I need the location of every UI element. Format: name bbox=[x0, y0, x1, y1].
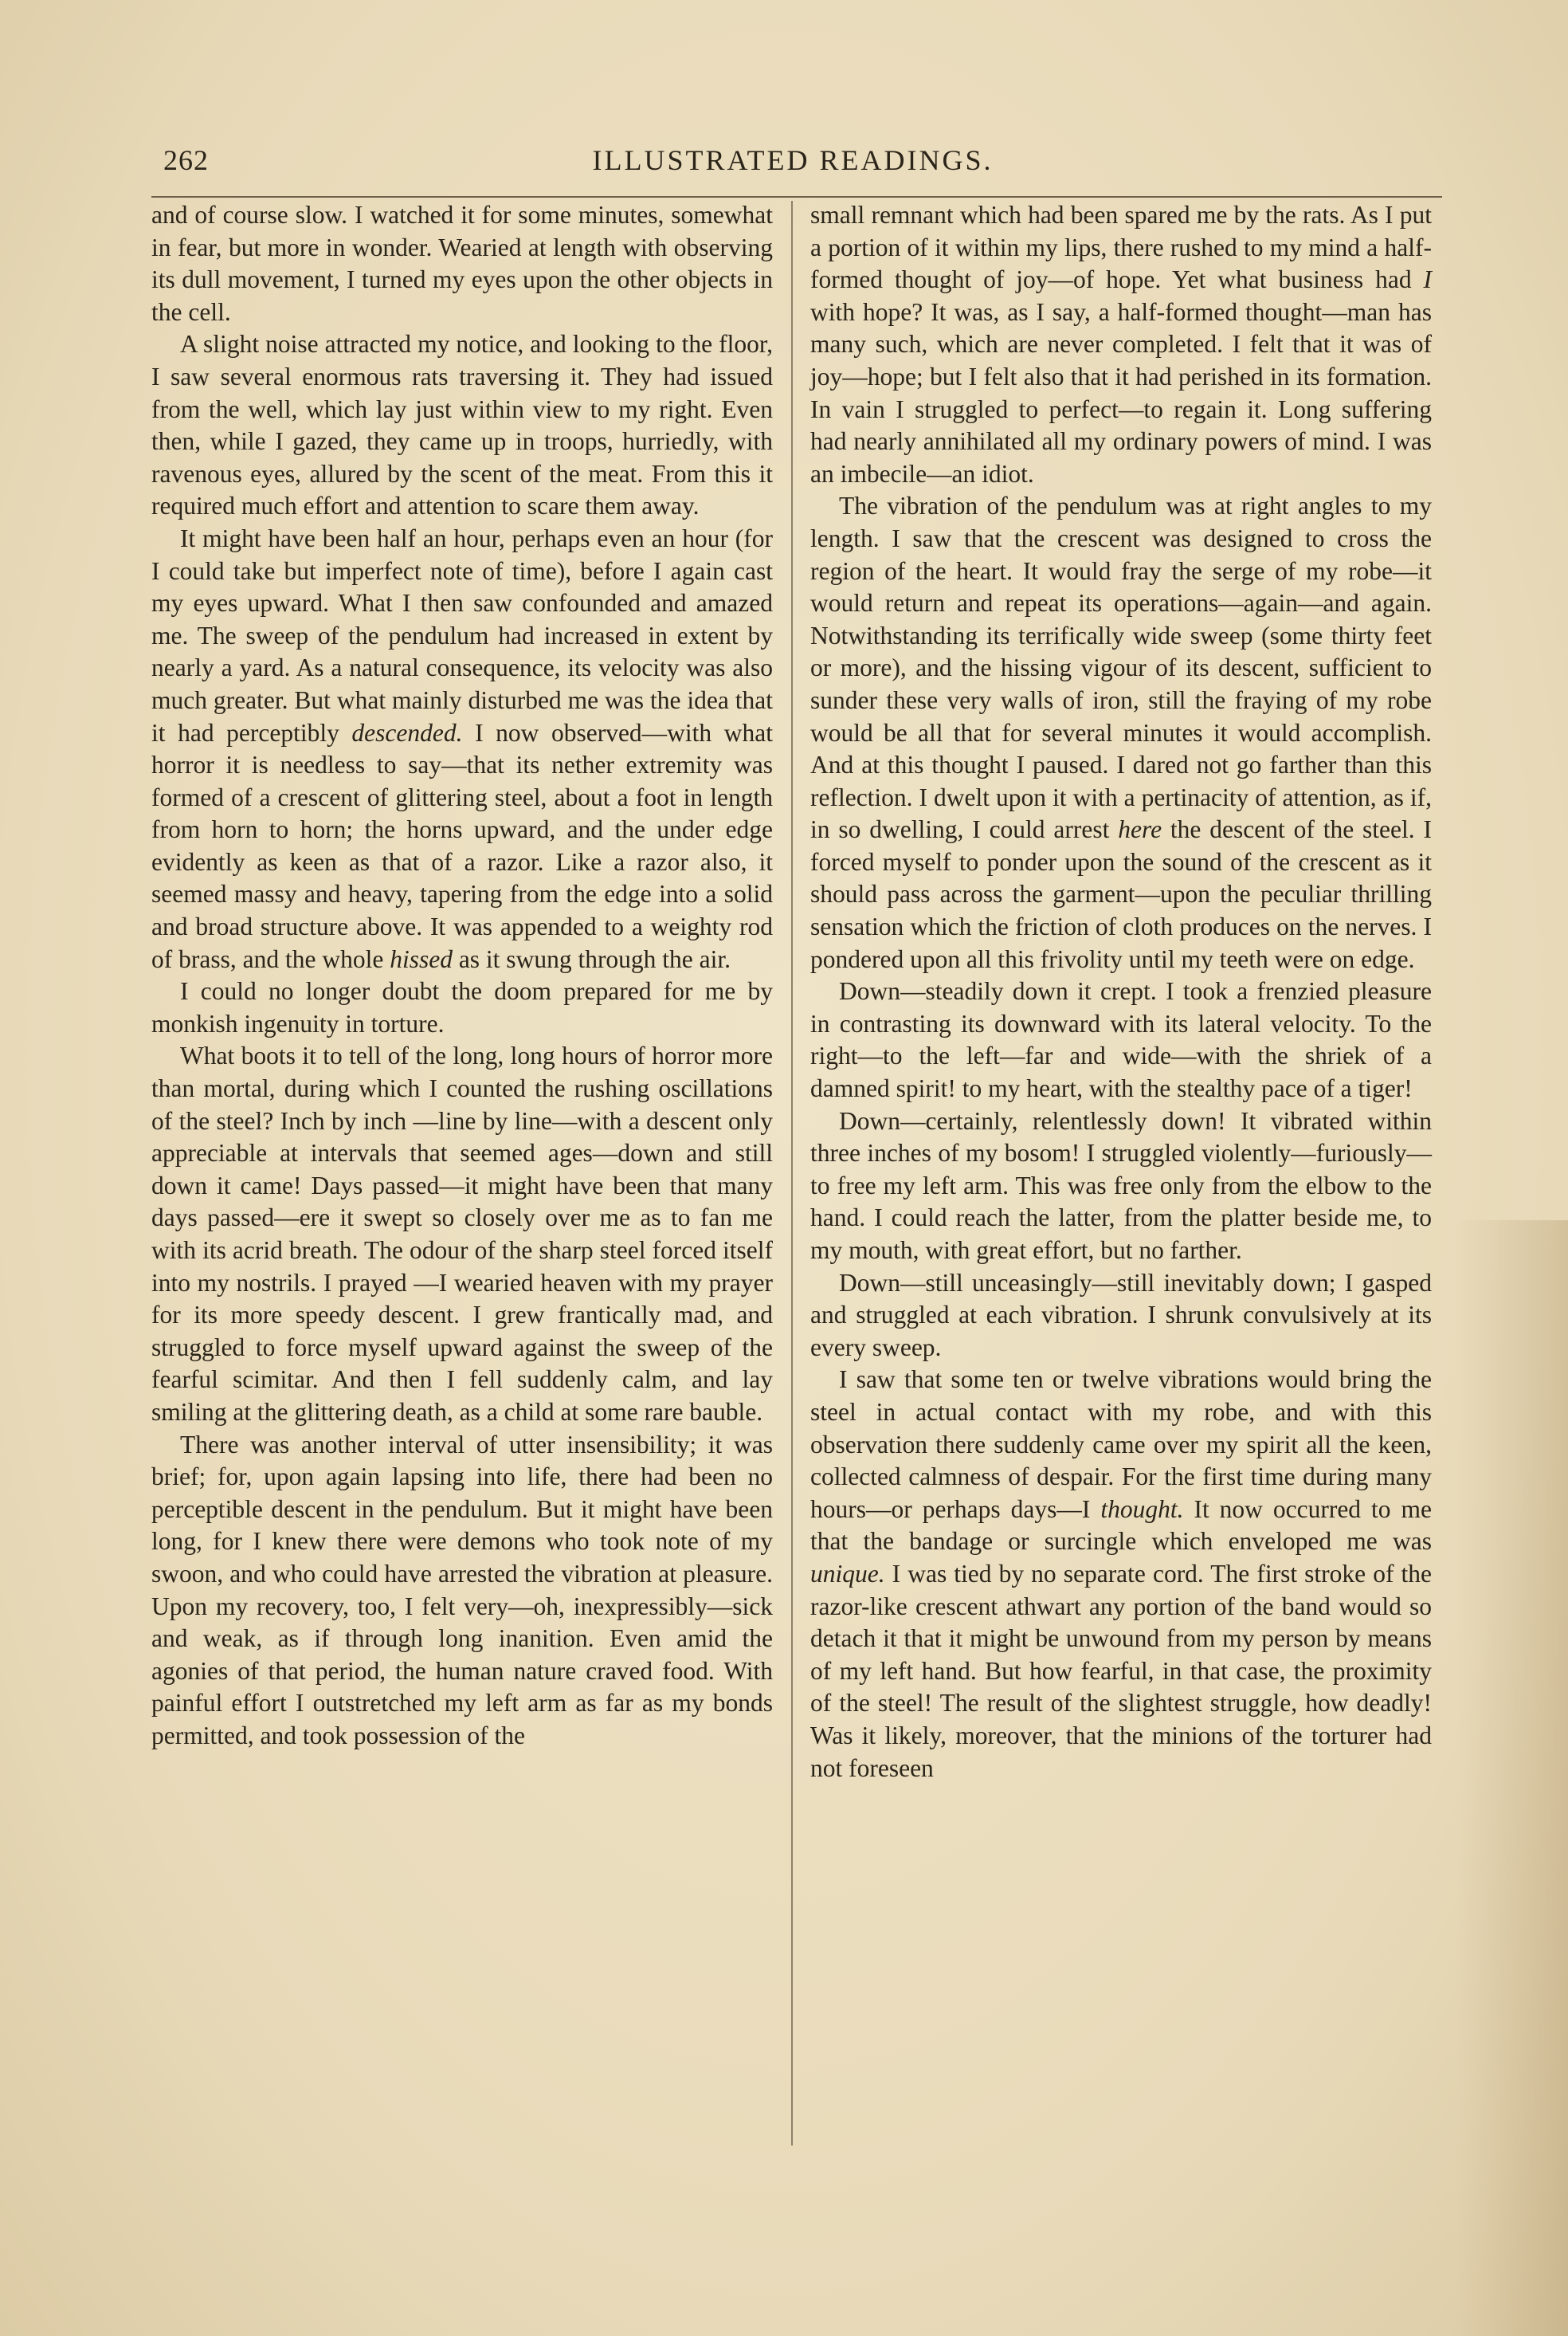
column-divider bbox=[791, 201, 793, 2146]
italic-word: hissed bbox=[390, 944, 453, 973]
italic-word: here bbox=[1118, 815, 1162, 844]
italic-word: unique. bbox=[810, 1559, 885, 1588]
header-rule bbox=[151, 196, 1442, 198]
paragraph: Down—still unceasingly—still inevitably down; I gasped and struggled at each vibration. I shrunk convulsively at its every sweep. bbox=[810, 1268, 1432, 1361]
running-title: ILLUSTRATED READINGS. bbox=[592, 144, 994, 176]
page-header bbox=[163, 143, 1422, 175]
italic-word: descended. bbox=[351, 718, 463, 747]
paragraph: small remnant which had been spared me by the rats. As I put a portion of it within my lips, there rushed to my mind a half-formed thought of joy—of hope. Yet what business had I with hope? It was, as I say, a half-formed thought—man has many such, which are never completed. I felt that it was of joy—hope; but I felt also that it had perished in its formation. In vain I struggled to perfect—to regain it. Long suffering had nearly annihilated all my ordinary powers of mind. I was an imbecile—an idiot. bbox=[810, 201, 1432, 488]
paragraph: Down—steadily down it crept. I took a frenzied pleasure in contrasting its downward with its lateral velocity. To the right—to the left—far and wide—with the shriek of a damned spirit! to my heart, with the stealthy pace of a tiger! bbox=[810, 977, 1432, 1103]
page-number: 262 bbox=[163, 144, 209, 176]
paragraph: The vibration of the pendulum was at right angles to my length. I saw that the crescent was designed to cross the region of the heart. It would fray the serge of my robe—it would return and repeat its operations—again—and again. Notwithstanding its terrifically wide sweep (some thirty feet or more), and the hissing vigour of its descent, sufficient to sunder these very walls of iron, still the fraying of my robe would be all that for several minutes it would accomplish. And at this thought I paused. I dared not go farther than this reflection. I dwelt upon it with a pertinacity of attention, as if, in so dwelling, I could arrest here the descent of the steel. I forced myself to ponder upon the sound of the crescent as it should pass across the garment—upon the peculiar thrilling sensation which the friction of cloth produces on the nerves. I pondered upon all this frivolity until my teeth were on edge. bbox=[810, 492, 1433, 973]
paragraph: There was another interval of utter insensibility; it was brief; for, upon again lapsing into life, there had been no perceptible descent in the pendulum. But it might have been long, for I knew there were demons who took note of my swoon, and who could have arrested the vibration at pleasure. Upon my recovery, too, I felt very—oh, inexpressibly—sick and weak, as if through long inanition. Even amid the agonies of that period, the human nature craved food. With painful effort I outstretched my left arm as far as my bonds permitted, and took possession of the bbox=[151, 1430, 773, 1749]
paragraph: I saw that some ten or twelve vibrations would bring the steel in actual contact with my robe, and with this observation there suddenly came over my spirit all the keen, collected calmness of despair. For the first time during many hours—or perhaps days—I thought. It now occurred to me that the bandage or surcingle which enveloped me was unique. I was tied by no separate cord. The first stroke of the razor-like crescent athwart any portion of the band would so detach it that it might be unwound from my person by means of my left hand. But how fearful, in that case, the proximity of the steel! The result of the slightest struggle, how deadly! Was it likely, moreover, that the minions of the torturer had not foreseen bbox=[810, 1365, 1432, 1782]
paragraph: I could no longer doubt the doom prepared for me by monkish ingenuity in torture. bbox=[151, 977, 773, 1038]
left-column bbox=[151, 199, 773, 2144]
paragraph: It might have been half an hour, perhaps even an hour (for I could take but imperfect note of time), before I again cast my eyes upward. What I then saw confounded and amazed me. The sweep of the pendulum had increased in extent by nearly a yard. As a natural consequence, its velocity was also much greater. But what mainly disturbed me was the idea that it had perceptibly descended. I now observed—with what horror it is needless to say—that its nether extremity was formed of a crescent of glittering steel, about a foot in length from horn to horn; the horns upward, and the under edge evidently as keen as that of a razor. Like a razor also, it seemed massy and heavy, tapering from the edge into a solid and broad structure above. It was appended to a weighty rod of brass, and the whole hissed as it swung through the air. bbox=[151, 524, 773, 973]
page-edge-stain bbox=[1456, 1220, 1568, 2336]
paragraph: Down—certainly, relentlessly down! It vibrated within three inches of my bosom! I struggled violently—furiously—to free my left arm. This was free only from the elbow to the hand. I could reach the latter, from the platter beside me, to my mouth, with great effort, but no farther. bbox=[810, 1106, 1432, 1264]
paragraph: A slight noise attracted my notice, and looking to the floor, I saw several enormous rats traversing it. They had issued from the well, which lay just within view to my right. Even then, while I gazed, they came up in troops, hurriedly, with ravenous eyes, allured by the scent of the meat. From this it required much effort and attention to scare them away. bbox=[151, 330, 773, 520]
italic-word: I bbox=[1423, 265, 1432, 294]
italic-word: thought. bbox=[1100, 1494, 1184, 1523]
paragraph: What boots it to tell of the long, long hours of horror more than mortal, during which I counted the rushing oscillations of the steel? Inch by inch —line by line—with a descent only appreciable at intervals that seemed ages—down and still down it came! Days passed—it might have been that many days passed—ere it swept so closely over me as to fan me with its acrid breath. The odour of the sharp steel forced itself into my nostrils. I prayed —I wearied heaven with my prayer for its more speedy descent. I grew frantically mad, and struggled to force myself upward against the sweep of the fearful scimitar. And then I fell suddenly calm, and lay smiling at the glittering death, as a child at some rare bauble. bbox=[151, 1042, 773, 1426]
paragraph: and of course slow. I watched it for some minutes, somewhat in fear, but more in wonder. Wearied at length with observing its dull movement, I turned my eyes upon the other objects in the cell. bbox=[151, 201, 773, 326]
right-column bbox=[810, 199, 1432, 2144]
